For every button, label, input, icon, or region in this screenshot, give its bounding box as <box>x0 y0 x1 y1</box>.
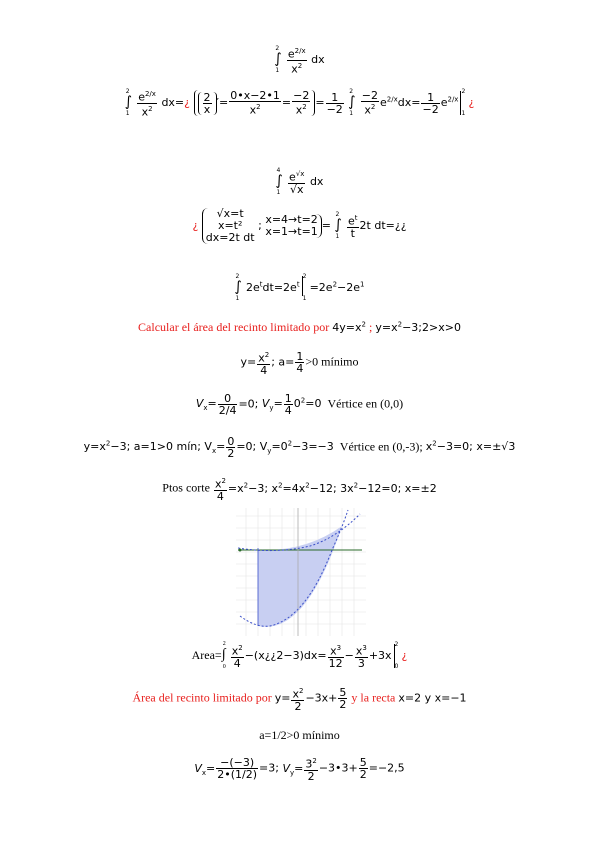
substitution-system: √x=t x=t² dx=2t dt <box>202 208 255 244</box>
area-line: Area= 2 ∫ 0 $\frac{x^2}{4}$ −(x¿¿2−3)dx= $\frac{x^3}{12}$ − $\frac{x^3}{3}$ +3x 2 0 ¿ <box>191 641 408 670</box>
integral-line-2: 2 ∫ 1 $\frac{e^{2/x}}{x^2}$ dx=¿ $\frac{2}{x}$ ′= $\frac{0•x-2•1}{x^2}$ = $\frac{-2}{x^2}$ = $\frac{1}{-2}$ 2 ∫ 1 $\frac{-2}{x^2}$ $e^{2/x}dx=$ $\frac{1}{-2}$ $e^{2/x}$ 2 1 ¿ <box>124 88 475 119</box>
parabola-1-line: y= $\frac{x^2}{4}$ ; a= $\frac{1}{4}$ >0 mínimo <box>240 350 359 377</box>
fraction: $\frac{e^{2/x}}{x^2}$ <box>287 47 306 76</box>
problem-statement-2: Área del recinto limitado por y= $\frac{x^2}{2}$ −3x+ $\frac{5}{2}$ y la recta x=2 y x=−1 <box>132 686 467 713</box>
integral-sign: 2 ∫ 1 <box>274 45 282 75</box>
intersection-line: Ptos corte $\frac{x^2}{4}$ $=x^2-3$; $x^2=4x^2-12$; $3x^2-12=0$; x=±2 <box>162 477 437 503</box>
parabola-2-line: $y=x^2-3$; a=1>0 mín; $V_x=$ $\frac{0}{2}$ =0; $V_y=0^2-3=-3$ Vértice en (0,-3); $x^2-3=0$; x=±√3 <box>83 435 516 460</box>
limits-system: x=4→t=2 x=1→t=1 <box>265 214 321 238</box>
integral-line-1 <box>0 46 599 74</box>
paren-group: $\frac{2}{x}$ ′= $\frac{0•x-2•1}{x^2}$ = $\frac{-2}{x^2}$ <box>194 90 316 116</box>
result-line: 2 ∫ 1 $2e^tdt=2e^t$ 2 1 $=2e^2-2e^1$ <box>234 273 365 302</box>
minimum-line: a=1/2>0 mínimo <box>259 728 340 742</box>
point-marker <box>239 549 242 552</box>
integral-line-3: 4 ∫ 1 $\frac{e^{√x}}{√x}$ dx <box>275 167 324 196</box>
vertex-line-2: $V_x=$ $\frac{-(-3)}{2•(1/2)}$ =3; $V_y=$ $\frac{3^2}{2}$ −3•3+ $\frac{5}{2}$ =−2,5 <box>194 756 405 783</box>
dx: dx <box>311 53 325 67</box>
substitution-line: ¿ √x=t x=t² dx=2t dt ; x=4→t=2 x=1→t=1 = 2 ∫ 1 $\frac{e^t}{t}$ 2t dt=¿¿ <box>192 207 407 244</box>
inverted-question-mark: ¿ <box>184 96 190 110</box>
area-graph <box>236 508 366 636</box>
vertex-line-1: $V_x=$ $\frac{0}{2/4}$ =0; $V_y=$ $\frac{1}{4}$ $0^2=0$ Vértice en (0,0) <box>195 392 404 417</box>
problem-statement-1: Calcular el área del recinto limitado por $4y=x^2$ ; $y=x^2-3;2>x>0$ <box>138 320 461 334</box>
